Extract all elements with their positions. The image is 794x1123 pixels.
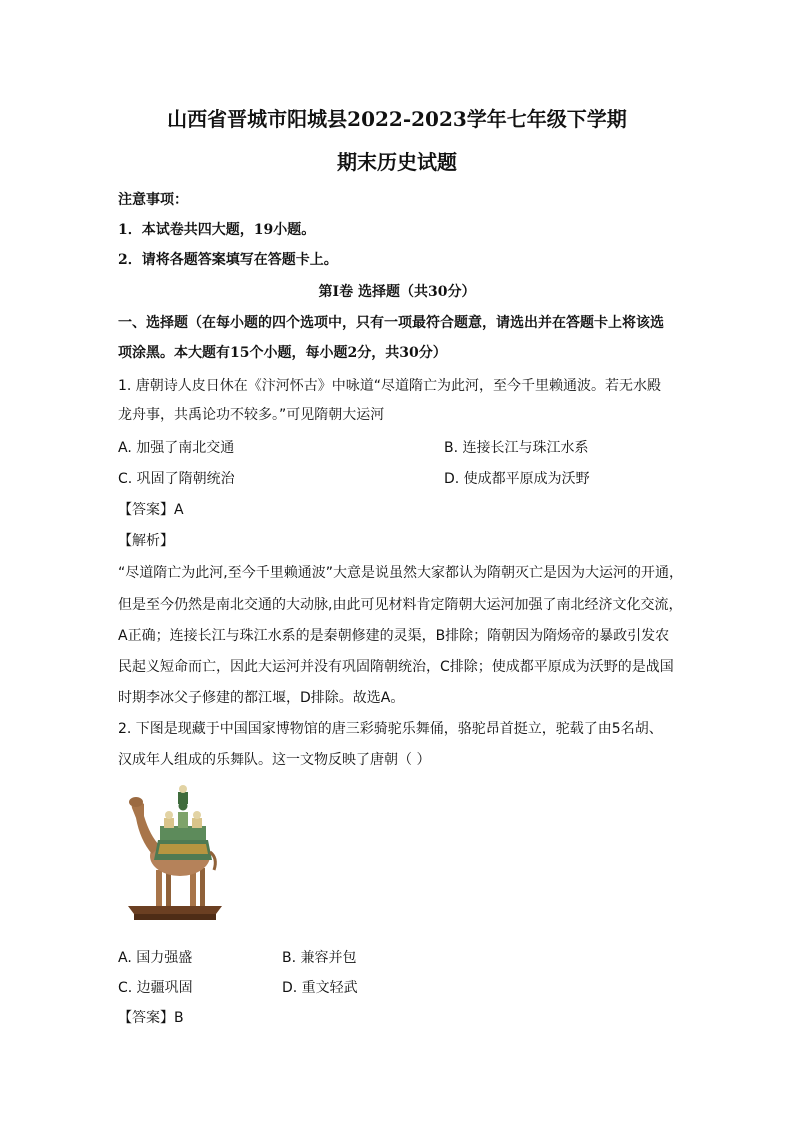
question-1-analysis-heading: 【解析】 xyxy=(118,533,174,549)
analysis-line: 但是至今仍然是南北交通的大动脉,由此可见材料肯定隋朝大运河加强了南北经济文化交流， xyxy=(118,597,683,613)
title-line-1: 山西省晋城市阳城县2022-2023学年七年级下学期 xyxy=(167,107,627,131)
analysis-line: A正确；连接长江与珠江水系的是秦朝修建的灵渠，B排除；隋朝因为隋炀帝的暴政引发农 xyxy=(118,628,670,644)
question-1-stem: 龙舟事，共禹论功不较多。”可见隋朝大运河 xyxy=(118,407,385,423)
question-1-option-b: B. 连接长江与珠江水系 xyxy=(444,440,589,456)
title-line-2: 期末历史试题 xyxy=(337,150,457,174)
notes-heading: 注意事项： xyxy=(118,192,188,208)
question-1-stem: 1. 唐朝诗人皮日休在《汴河怀古》中咏道“尽道隋亡为此河，至今千里赖通波。若无水殿 xyxy=(118,378,662,394)
question-2-option-d: D. 重文轻武 xyxy=(282,980,358,996)
question-1-option-d: D. 使成都平原成为沃野 xyxy=(444,471,590,487)
question-1-option-c: C. 巩固了隋朝统治 xyxy=(118,471,235,487)
question-2-option-c: C. 边疆巩固 xyxy=(118,980,193,996)
analysis-line: “尽道隋亡为此河,至今千里赖通波”大意是说虽然大家都认为隋朝灭亡是因为大运河的开通， xyxy=(118,565,683,581)
notes-item: 1．本试卷共四大题，19小题。 xyxy=(118,222,316,238)
question-2-answer: 【答案】B xyxy=(118,1010,184,1026)
question-2-option-a: A. 国力强盛 xyxy=(118,950,193,966)
camel-figurine-image xyxy=(118,782,230,924)
question-2-option-b: B. 兼容并包 xyxy=(282,950,357,966)
question-2-stem: 2. 下图是现藏于中国国家博物馆的唐三彩骑驼乐舞俑，骆驼昂首挺立，驼载了由5名胡、 xyxy=(118,721,663,737)
section-instruction: 项涂黑。本大题有15个小题，每小题2分，共30分） xyxy=(118,345,447,361)
volume-title: 第Ⅰ卷 选择题（共30分） xyxy=(318,284,476,300)
question-1-answer: 【答案】A xyxy=(118,502,184,518)
analysis-line: 民起义短命而亡，因此大运河并没有巩固隋朝统治，C排除；使成都平原成为沃野的是战国 xyxy=(118,659,674,675)
analysis-line: 时期李冰父子修建的都江堰，D排除。故选A。 xyxy=(118,690,405,706)
question-2-stem: 汉成年人组成的乐舞队。这一文物反映了唐朝（ ） xyxy=(118,752,431,768)
notes-item: 2．请将各题答案填写在答题卡上。 xyxy=(118,252,338,268)
section-instruction: 一、选择题（在每小题的四个选项中，只有一项最符合题意，请选出并在答题卡上将该选 xyxy=(118,315,664,331)
question-1-option-a: A. 加强了南北交通 xyxy=(118,440,235,456)
